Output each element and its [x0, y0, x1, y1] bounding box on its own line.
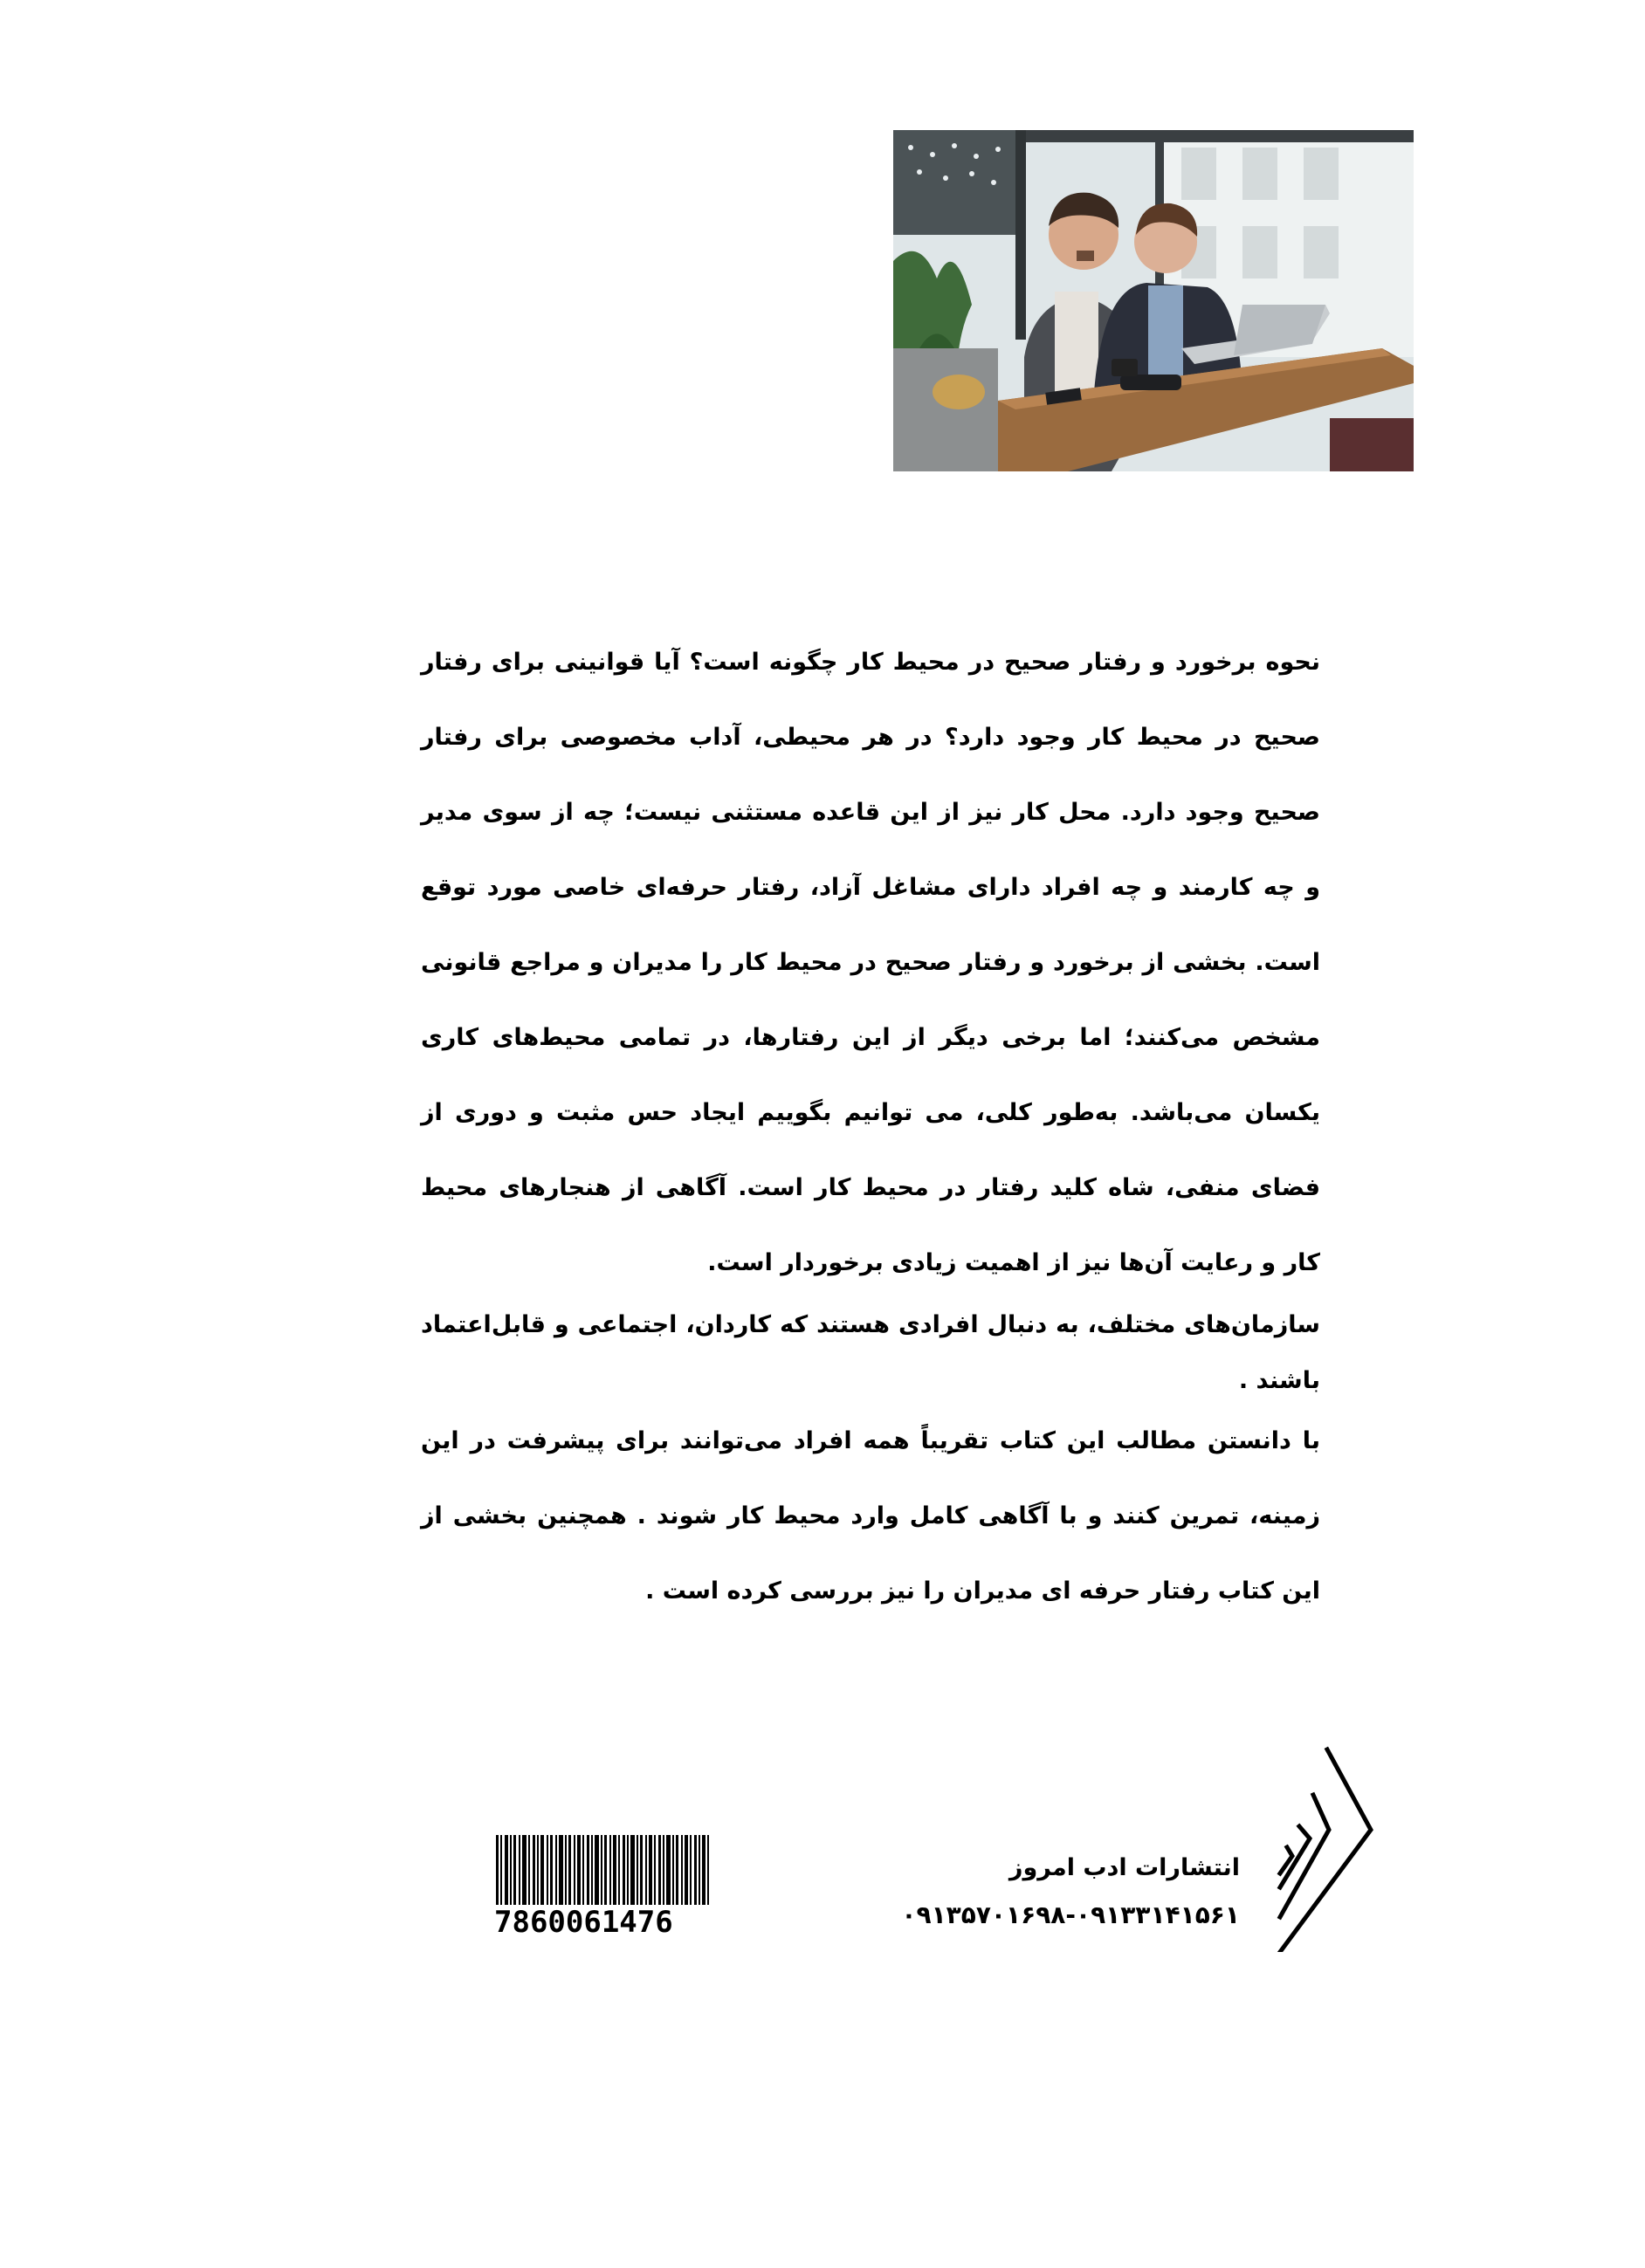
paragraph-intro: نحوه برخورد و رفتار صحیح در محیط کار چگونه است؟ آیا قوانینی برای رفتار صحیح در محیط کار وجود دارد؟ در هر محیطی، آداب مخصوصی برای رفتار صحیح وجود دارد. محل کار نیز از این قاعده مستثنی نیست؛ چه از سوی مدیر و چه کارمند و چه افراد دارای مشاغل آزاد، رفتار حرفه‌ای خاصی مورد توقع است. بخشی از برخورد و رفتار صحیح در محیط کار را مدیران و مراجع قانونی مشخص می‌کنند؛ اما برخی دیگر از این رفتارها، در تمامی محیط‌های کاری یکسان می‌باشد. به‌طور کلی، می توانیم بگوییم ایجاد حس مثبت و دوری از فضای منفی، شاه کلید رفتار در محیط کار است. آگاهی از هنجارهای محیط کار و رعایت آن‌ها نیز از اهمیت زیادی برخوردار است. [421, 649, 1320, 1276]
publisher-phone: ۰۹۱۳۵۷۰۱۶۹۸-۰۹۱۳۳۱۴۱۵۶۱ [901, 1900, 1240, 1929]
publisher-info [901, 1851, 1240, 1933]
paragraph-organizations: سازمان‌های مختلف، به دنبال افرادی هستند که کاردان، اجتماعی و قابل‌اعتماد باشند . [421, 1311, 1320, 1394]
isbn-barcode [494, 1835, 711, 1945]
cover-photo [893, 130, 1414, 471]
publisher-logo-icon [1268, 1742, 1381, 1952]
publisher-name: انتشارات ادب امروز [1008, 1854, 1240, 1881]
paragraph-book-summary: با دانستن مطالب این کتاب تقریباً همه افراد می‌توانند برای پیشرفت در این زمینه، تمرین کنند و با آگاهی کامل وارد محیط کار شوند . همچنین بخشی از این کتاب رفتار حرفه ای مدیران را نیز بررسی کرده است . [421, 1427, 1320, 1605]
back-cover-description [421, 625, 1320, 1629]
barcode-number: 7860061476 [494, 1905, 673, 1940]
